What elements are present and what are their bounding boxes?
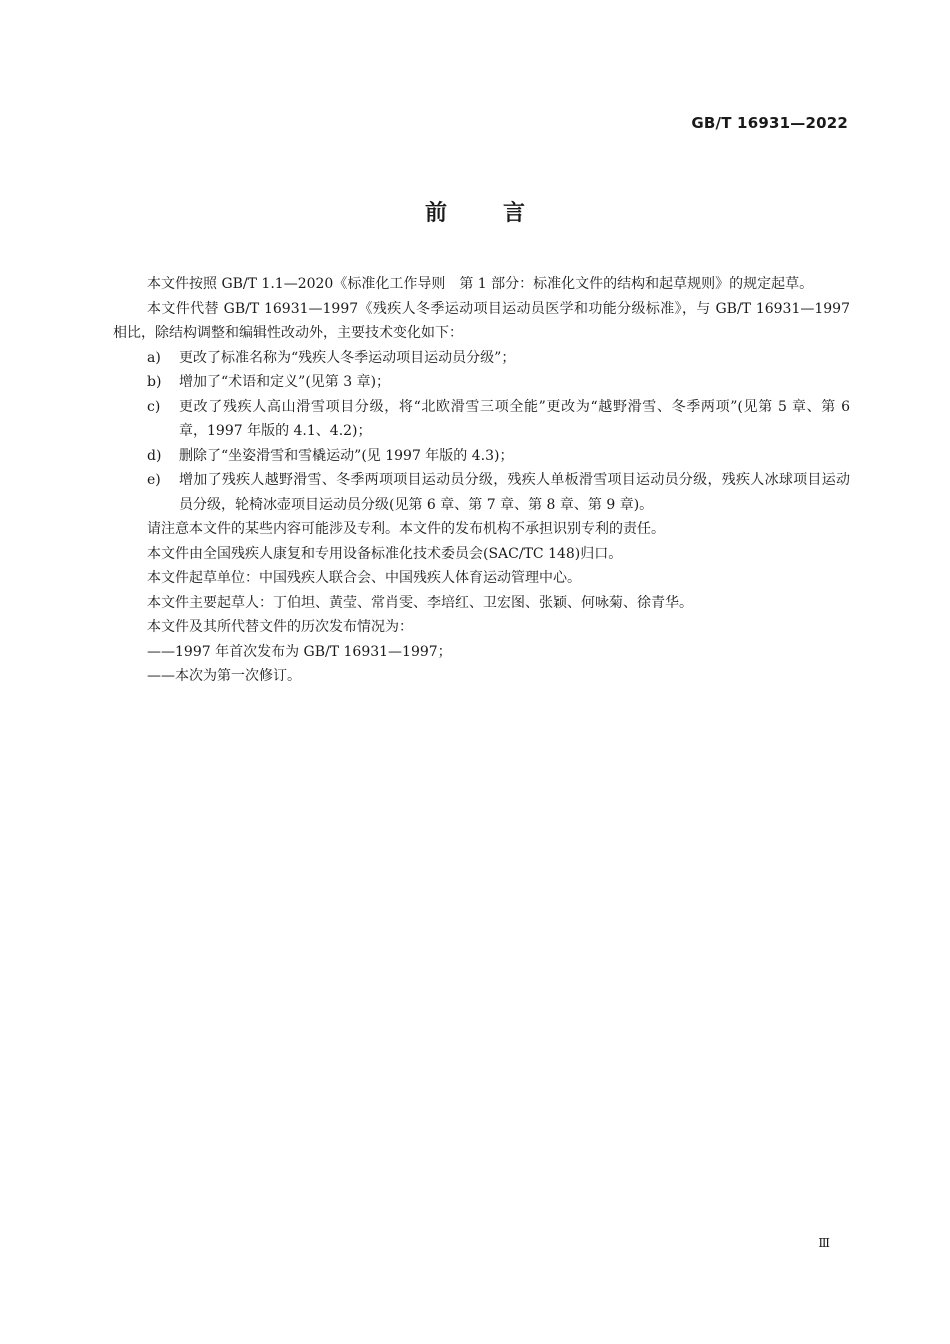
history-item: ——1997 年首次发布为 GB/T 16931—1997； [147,643,452,660]
standard-code: GB/T 16931—2022 [691,114,848,132]
page-title: 前言 [424,201,581,226]
list-item-text: 更改了标准名称为“残疾人冬季运动项目运动员分级”； [179,349,516,366]
list-item-text: 更改了残疾人高山滑雪项目分级，将“北欧滑雪三项全能”更改为“越野滑雪、冬季两项”(见第 5 章、第 6 章，1997 年版的 4.1、4.2)； [179,398,850,439]
paragraph-drafting-units: 本文件起草单位：中国残疾人联合会、中国残疾人体育运动管理中心。 [147,570,581,586]
history-item: ——本次为第一次修订。 [147,668,301,684]
list-item [113,346,850,371]
list-item [113,395,850,444]
paragraph-drafting-rules: 本文件按照 GB/T 1.1—2020《标准化工作导则 第 1 部分：标准化文件的结构和起草规则》的规定起草。 [147,276,814,292]
list-item-label: d) [147,447,162,464]
list-item-text: 增加了残疾人越野滑雪、冬季两项项目运动员分级，残疾人单板滑雪项目运动员分级，残疾人冰球项目运动员分级，轮椅冰壶项目运动员分级(见第 6 章、第 7 章、第 8 章、第 9 章)。 [179,472,850,513]
list-item [113,468,850,517]
paragraph-drafters: 本文件主要起草人：丁伯坦、黄莹、常肖雯、李培红、卫宏图、张颖、何咏菊、徐青华。 [147,594,693,611]
paragraph-patent-notice: 请注意本文件的某些内容可能涉及专利。本文件的发布机构不承担识别专利的责任。 [147,521,665,537]
list-item-label: a) [147,349,161,366]
page-number: Ⅲ [818,1236,830,1250]
list-item-label: b) [147,374,162,390]
list-item [113,444,850,469]
list-item-label: c) [147,398,161,415]
document-body [113,272,850,689]
list-item-label: e) [147,472,161,488]
paragraph-replaces: 本文件代替 GB/T 16931—1997《残疾人冬季运动项目运动员医学和功能分级标准》，与 GB/T 16931—1997 相比，除结构调整和编辑性改动外，主要技术变化如下： [113,300,850,341]
paragraph-history-intro: 本文件及其所代替文件的历次发布情况为： [147,619,413,635]
list-item-text: 删除了“坐姿滑雪和雪橇运动”(见 1997 年版的 4.3)； [179,447,514,464]
list-item [113,370,850,395]
paragraph-committee: 本文件由全国残疾人康复和专用设备标准化技术委员会(SAC/TC 148)归口。 [147,545,623,562]
list-item-text: 增加了“术语和定义”(见第 3 章)； [179,374,391,390]
